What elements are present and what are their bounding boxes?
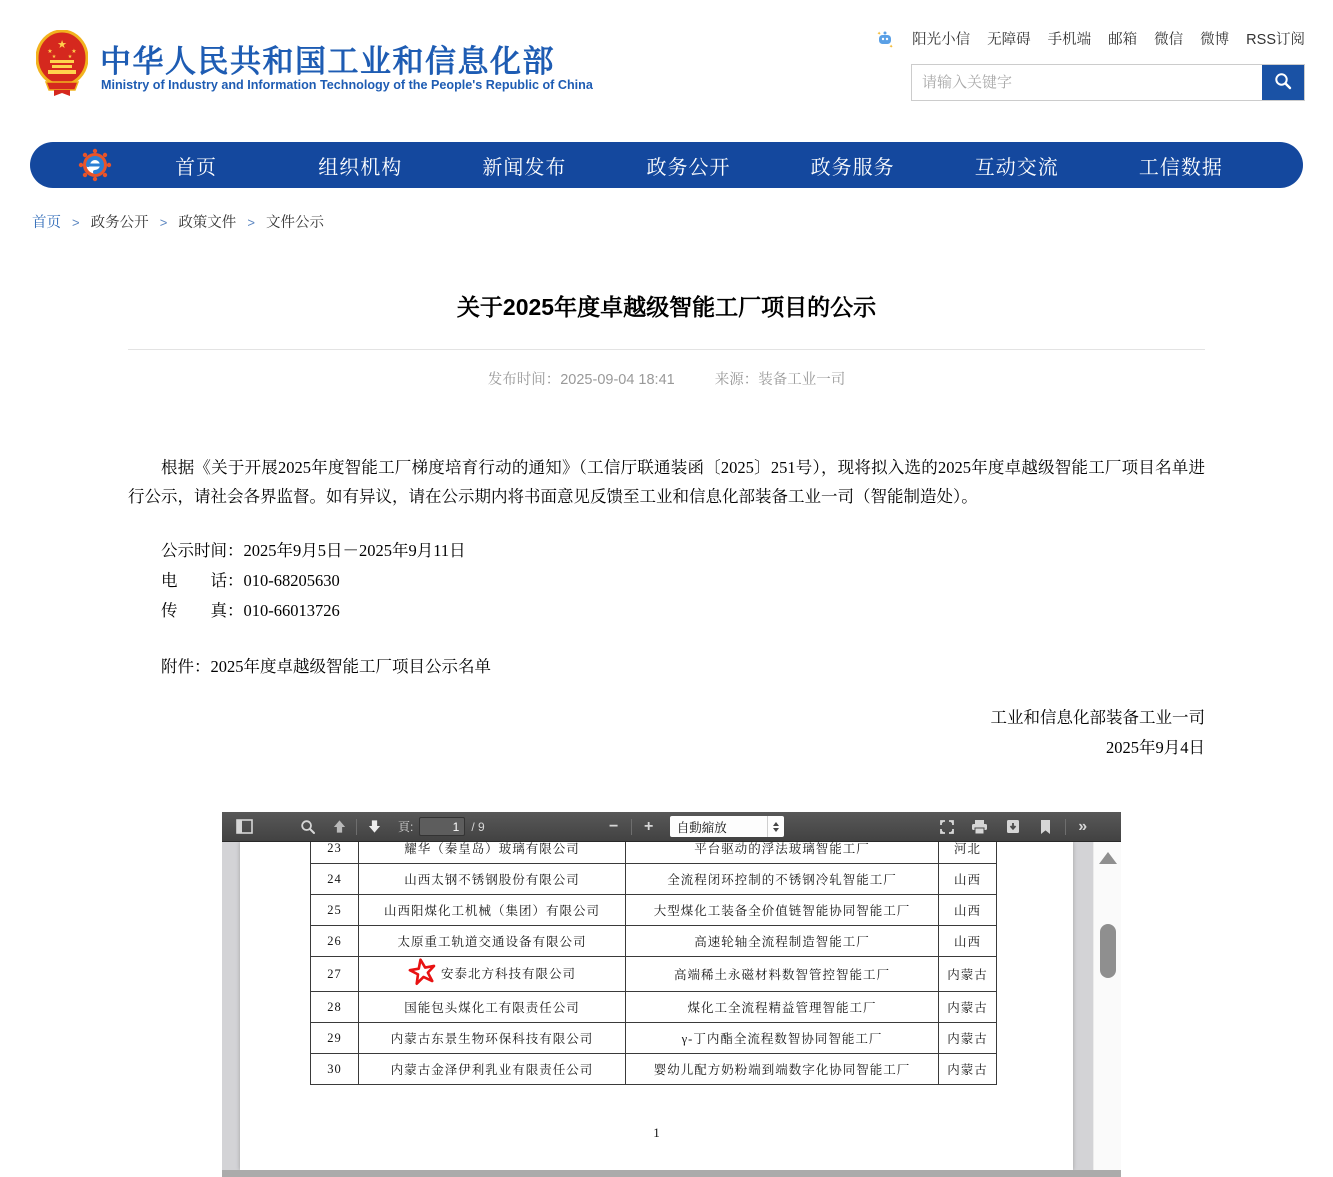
company-text: 安泰北方科技有限公司 xyxy=(440,967,576,981)
phone-line: 电 话：010-68205630 xyxy=(161,571,340,590)
cell-company: 内蒙古东景生物环保科技有限公司 xyxy=(359,1023,626,1054)
nav-items xyxy=(114,151,1263,180)
presentation-mode-button[interactable] xyxy=(934,815,960,839)
cell-province: 内蒙古 xyxy=(939,1054,997,1085)
nav-item-home[interactable]: 首页 xyxy=(175,156,218,179)
table-row xyxy=(311,895,997,926)
arrow-up-icon xyxy=(332,819,347,834)
toolbar-separator xyxy=(1065,819,1066,835)
quick-link-mobile[interactable]: 手机端 xyxy=(1047,32,1092,48)
more-tools-button[interactable]: » xyxy=(1078,817,1088,835)
red-star-annotation-icon xyxy=(405,957,440,992)
sidebar-icon xyxy=(236,819,253,834)
breadcrumb-file-notice[interactable]: 文件公示 xyxy=(265,215,324,231)
sidebar-toggle-button[interactable] xyxy=(231,815,257,839)
svg-text:★: ★ xyxy=(47,49,53,55)
search-input[interactable] xyxy=(912,65,1262,100)
toolbar-separator xyxy=(631,819,632,835)
breadcrumb-gov-disclosure[interactable]: 政务公开 xyxy=(90,215,149,231)
search-bar xyxy=(911,64,1305,101)
sign-date: 2025年9月4日 xyxy=(1106,738,1205,757)
quick-links xyxy=(875,28,1305,49)
cell-project: 煤化工全流程精益管理智能工厂 xyxy=(626,992,939,1023)
signature-block xyxy=(128,703,1205,763)
pdf-content-area xyxy=(222,842,1121,1177)
cell-project: 高速轮轴全流程制造智能工厂 xyxy=(626,926,939,957)
cell-company: 内蒙古金泽伊利乳业有限责任公司 xyxy=(359,1054,626,1085)
bookmark-icon xyxy=(1039,819,1052,835)
breadcrumb-separator: > xyxy=(247,215,255,230)
page-number-input[interactable] xyxy=(419,817,465,836)
pdf-viewer xyxy=(222,812,1121,1177)
breadcrumb-separator: > xyxy=(159,215,168,230)
find-button[interactable] xyxy=(295,815,321,839)
svg-text:★: ★ xyxy=(57,39,67,51)
attachment-line: 附件：2025年度卓越级智能工厂项目公示名单 xyxy=(161,657,491,676)
breadcrumb-home[interactable]: 首页 xyxy=(32,215,61,231)
download-button[interactable] xyxy=(1000,815,1026,839)
cell-no: 23 xyxy=(311,842,359,864)
pdf-page xyxy=(240,842,1073,1170)
zoom-mode-value: 自動縮放 xyxy=(676,820,727,835)
page-label: 頁: xyxy=(398,820,414,834)
body-paragraph: 根据《关于开展2025年度智能工厂梯度培育行动的通知》（工信厅联通装函〔2025〕251号），现将拟入选的2025年度卓越级智能工厂项目名单进行公示，请社会各界监督。如有异议，请在公示期内将书面意见反馈至工业和信息化部装备工业一司（智能制造处）。 xyxy=(128,458,1205,506)
cell-province: 河北 xyxy=(939,842,997,864)
table-row xyxy=(311,1054,997,1085)
gear-e-logo-icon xyxy=(76,146,114,184)
cell-province: 内蒙古 xyxy=(939,992,997,1023)
print-button[interactable] xyxy=(967,815,993,839)
fax-line: 传 真：010-66013726 xyxy=(161,601,340,620)
quick-link-accessibility[interactable]: 无障碍 xyxy=(987,32,1031,48)
table-row xyxy=(311,842,997,864)
cell-no: 26 xyxy=(311,926,359,957)
quick-link-rss[interactable]: RSS订阅 xyxy=(1246,32,1305,48)
cell-company: 山西太钢不锈钢股份有限公司 xyxy=(359,864,626,895)
scroll-up-arrow-icon[interactable] xyxy=(1099,852,1117,864)
pdf-bottom-bar xyxy=(222,1170,1121,1177)
cell-province: 山西 xyxy=(939,864,997,895)
quick-link-weibo[interactable]: 微博 xyxy=(1200,32,1230,48)
cell-no: 29 xyxy=(311,1023,359,1054)
cell-no: 24 xyxy=(311,864,359,895)
page-title: 关于2025年度卓越级智能工厂项目的公示 xyxy=(456,294,877,320)
site-title: 中华人民共和国工业和信息化部 xyxy=(100,44,555,79)
cell-company: 国能包头煤化工有限责任公司 xyxy=(359,992,626,1023)
nav-item-interaction[interactable]: 互动交流 xyxy=(974,156,1059,179)
cell-project: 大型煤化工装备全价值链智能协同智能工厂 xyxy=(626,895,939,926)
title-divider xyxy=(128,349,1205,350)
article-meta xyxy=(128,368,1205,389)
quick-link-yangguangxiaoxin[interactable]: 阳光小信 xyxy=(912,32,971,48)
cell-company: 太原重工轨道交通设备有限公司 xyxy=(359,926,626,957)
svg-text:★: ★ xyxy=(71,49,77,55)
svg-text:★: ★ xyxy=(67,54,73,60)
breadcrumb-policy-files[interactable]: 政策文件 xyxy=(178,215,237,231)
main-nav xyxy=(30,142,1303,188)
search-icon xyxy=(1273,71,1293,94)
quick-link-mail[interactable]: 邮箱 xyxy=(1108,32,1138,48)
publish-time: 发布时间：2025-09-04 18:41 xyxy=(487,372,675,388)
svg-text:✦: ✦ xyxy=(877,30,882,37)
find-icon xyxy=(300,819,316,835)
bookmark-button[interactable] xyxy=(1033,815,1059,839)
article-body xyxy=(128,453,1205,511)
nav-item-news[interactable]: 新闻发布 xyxy=(482,156,567,179)
arrow-down-icon xyxy=(367,819,382,834)
quick-link-wechat[interactable]: 微信 xyxy=(1154,32,1184,48)
zoom-mode-select[interactable] xyxy=(670,816,784,837)
table-row xyxy=(311,1023,997,1054)
cell-no: 28 xyxy=(311,992,359,1023)
article xyxy=(128,289,1205,763)
download-icon xyxy=(1005,819,1021,835)
national-emblem-icon xyxy=(36,30,88,98)
cell-no: 30 xyxy=(311,1054,359,1085)
cell-company xyxy=(359,957,626,992)
site-subtitle: Ministry of Industry and Information Technology of the People's Republic of China xyxy=(101,78,593,92)
contact-block xyxy=(128,536,1205,626)
previous-page-button[interactable] xyxy=(326,815,352,839)
nav-item-gov-disclosure[interactable]: 政务公开 xyxy=(646,156,731,179)
cell-project: 全流程闭环控制的不锈钢冷轧智能工厂 xyxy=(626,864,939,895)
print-icon xyxy=(971,819,988,835)
pdf-scrollbar[interactable] xyxy=(1093,842,1121,1170)
cell-project: 高端稀土永磁材料数智管控智能工厂 xyxy=(626,957,939,992)
toolbar-separator xyxy=(356,819,357,835)
cell-no: 27 xyxy=(311,957,359,992)
breadcrumb xyxy=(32,211,1333,232)
table-row-starred xyxy=(311,957,997,992)
cell-project: 平台驱动的浮法玻璃智能工厂 xyxy=(626,842,939,864)
breadcrumb-separator: > xyxy=(72,215,80,230)
select-spinner-icon xyxy=(767,816,784,837)
assistant-robot-icon xyxy=(875,29,895,49)
signer: 工业和信息化部装备工业一司 xyxy=(990,708,1205,727)
table-row xyxy=(311,926,997,957)
scrollbar-thumb[interactable] xyxy=(1100,924,1116,978)
svg-text:✦: ✦ xyxy=(889,43,894,49)
table-row xyxy=(311,864,997,895)
pdf-page-number: 1 xyxy=(653,1125,660,1140)
site-header xyxy=(0,0,1333,132)
cell-company: 山西阳煤化工机械（集团）有限公司 xyxy=(359,895,626,926)
svg-text:★: ★ xyxy=(51,54,57,60)
zoom-out-button[interactable]: − xyxy=(609,817,619,835)
nav-item-organization[interactable]: 组织机构 xyxy=(318,156,403,179)
cell-province: 山西 xyxy=(939,895,997,926)
cell-province: 山西 xyxy=(939,926,997,957)
notice-period: 公示时间：2025年9月5日－2025年9月11日 xyxy=(161,541,466,560)
cell-company: 耀华（秦皇岛）玻璃有限公司 xyxy=(359,842,626,864)
zoom-in-button[interactable]: + xyxy=(644,817,654,835)
pdf-toolbar xyxy=(222,812,1121,842)
cell-no: 25 xyxy=(311,895,359,926)
nav-item-data[interactable]: 工信数据 xyxy=(1138,156,1223,179)
fullscreen-icon xyxy=(939,819,955,835)
search-button[interactable] xyxy=(1262,65,1304,100)
nav-item-gov-services[interactable]: 政务服务 xyxy=(810,156,895,179)
table-row xyxy=(311,992,997,1023)
article-source: 来源：装备工业一司 xyxy=(714,372,846,388)
next-page-button[interactable] xyxy=(361,815,387,839)
project-table xyxy=(310,842,997,1085)
cell-project: 婴幼儿配方奶粉端到端数字化协同智能工厂 xyxy=(626,1054,939,1085)
cell-province: 内蒙古 xyxy=(939,1023,997,1054)
cell-province: 内蒙古 xyxy=(939,957,997,992)
page-total: / 9 xyxy=(471,819,485,834)
cell-project: γ-丁内酯全流程数智协同智能工厂 xyxy=(626,1023,939,1054)
